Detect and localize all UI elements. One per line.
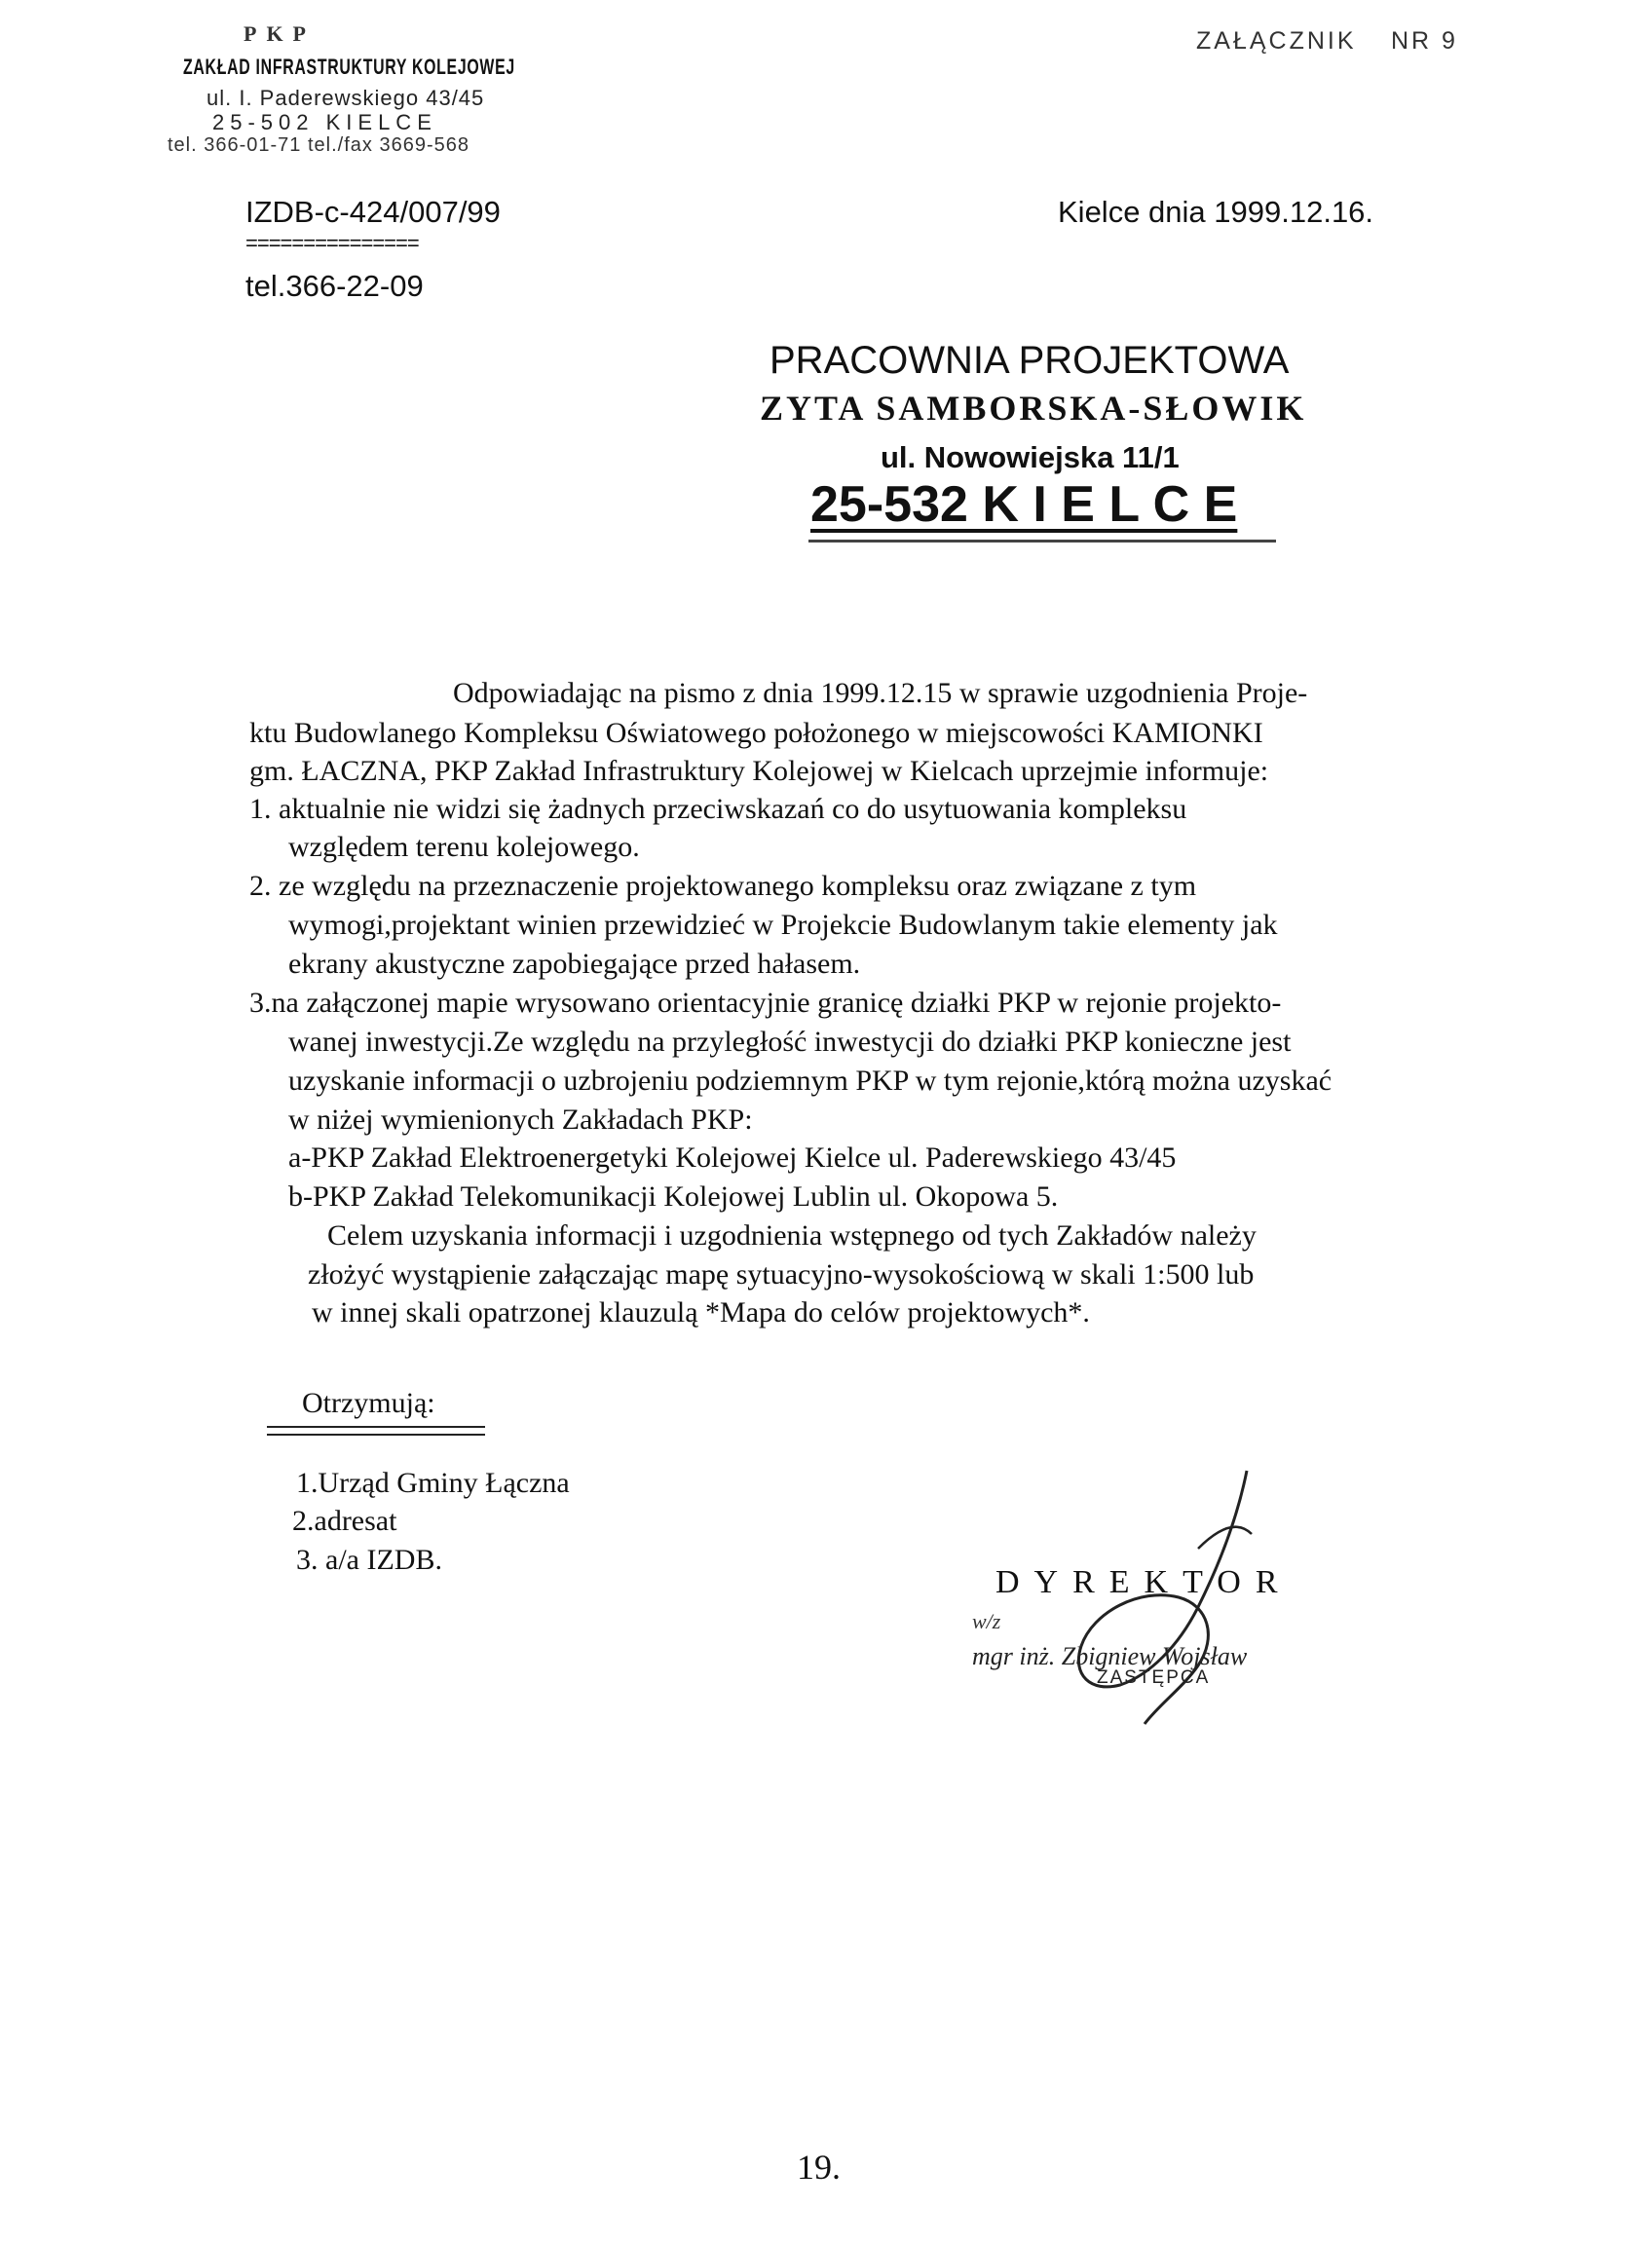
recipient-owner: ZYTA SAMBORSKA-SŁOWIK xyxy=(760,389,1307,428)
recipients-label: Otrzymują: xyxy=(302,1387,435,1419)
body-item-2: 2. ze względu na przeznaczenie projektowanego kompleksu oraz związane z tym xyxy=(249,870,1197,902)
reference-underline: =============== xyxy=(245,231,419,255)
recipient-city-rule xyxy=(808,540,1276,543)
recipients-rule xyxy=(267,1426,485,1428)
recipient-street: ul. Nowowiejska 11/1 xyxy=(881,440,1180,474)
reference-phone: tel.366-22-09 xyxy=(245,269,424,303)
sender-logo: PKP xyxy=(244,21,316,46)
closing-line: w innej skali opatrzonej klauzulą *Mapa do celów projektowych*. xyxy=(312,1296,1090,1328)
sender-street: ul. I. Paderewskiego 43/45 xyxy=(206,86,485,110)
attachment-label: ZAŁĄCZNIK xyxy=(1196,27,1357,55)
recipient-item: 2.adresat xyxy=(292,1505,397,1537)
body-item-3: 3.na załączonej mapie wrysowano orientacyjnie granicę działki PKP w rejonie projekto- xyxy=(249,987,1282,1019)
signatory-name: mgr inż. Zbigniew Wojsław xyxy=(972,1642,1248,1670)
body-item-2-continued: wymogi,projektant winien przewidzieć w Projekcie Budowlanym takie elementy jak xyxy=(288,909,1278,941)
body-item-3-continued: w niżej wymienionych Zakładach PKP: xyxy=(288,1104,753,1136)
body-line: gm. ŁACZNA, PKP Zakład Infrastruktury Kolejowej w Kielcach uprzejmie informuje: xyxy=(249,755,1269,787)
signatory-role: ZASTĘPCA xyxy=(1097,1667,1211,1688)
letter-date: Kielce dnia 1999.12.16. xyxy=(1058,195,1374,229)
recipient-city: 25-532 K I E L C E xyxy=(810,476,1238,533)
entity-b: b-PKP Zakład Telekomunikacji Kolejowej Lublin ul. Okopowa 5. xyxy=(288,1180,1059,1213)
page-number: 19. xyxy=(797,2148,841,2187)
body-item-3-continued: uzyskanie informacji o uzbrojeniu podziemnym PKP w tym rejonie,którą można uzyskać xyxy=(288,1065,1333,1097)
body-line: ktu Budowlanego Kompleksu Oświatowego położonego w miejscowości KAMIONKI xyxy=(249,717,1263,749)
closing-line: Celem uzyskania informacji i uzgodnienia wstępnego od tych Zakładów należy xyxy=(327,1219,1257,1252)
sender-city: 25-502 KIELCE xyxy=(212,110,437,134)
attachment-number: NR 9 xyxy=(1391,27,1458,55)
body-item-3-continued: wanej inwestycji.Ze względu na przyległość inwestycji do działki PKP konieczne jest xyxy=(288,1026,1292,1058)
signature-wz: w/z xyxy=(972,1609,1001,1633)
reference-number: IZDB-c-424/007/99 xyxy=(245,195,501,229)
body-item-1-continued: względem terenu kolejowego. xyxy=(288,831,640,863)
closing-line: złożyć wystąpienie załączając mapę sytuacyjno-wysokościową w skali 1:500 lub xyxy=(308,1258,1255,1291)
entity-a: a-PKP Zakład Elektroenergetyki Kolejowej Kielce ul. Paderewskiego 43/45 xyxy=(288,1141,1177,1174)
recipient-item: 1.Urząd Gminy Łączna xyxy=(296,1467,570,1499)
signature-title: DYREKTOR xyxy=(995,1564,1293,1600)
body-line: Odpowiadając na pismo z dnia 1999.12.15 w sprawie uzgodnienia Proje- xyxy=(453,677,1308,709)
body-item-1: 1. aktualnie nie widzi się żadnych przeciwskazań co do usytuowania kompleksu xyxy=(249,793,1187,825)
recipients-rule xyxy=(267,1434,485,1436)
sender-organization: ZAKŁAD INFRASTRUKTURY KOLEJOWEJ xyxy=(183,55,515,79)
sender-phones: tel. 366-01-71 tel./fax 3669-568 xyxy=(168,134,469,156)
recipient-item: 3. a/a IZDB. xyxy=(296,1544,442,1576)
body-item-2-continued: ekrany akustyczne zapobiegające przed hałasem. xyxy=(288,948,861,980)
recipient-name: PRACOWNIA PROJEKTOWA xyxy=(770,339,1290,382)
